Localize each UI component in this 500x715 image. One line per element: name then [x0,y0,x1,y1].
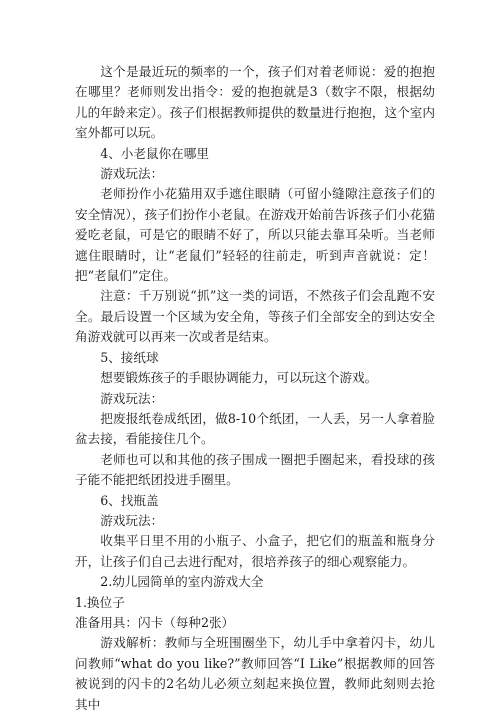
paragraph-game-5-rules: 把废报纸卷成纸团，做8-10个纸团，一人丢，另一人拿着脸盆去接，看能接住几个。 [75,410,435,447]
paragraph-game-6-rules: 收集平日里不用的小瓶子、小盒子，把它们的瓶盖和瓶身分开，让孩子们自己去进行配对，很培养孩子的细心观察能力。 [75,533,435,569]
paragraph-love-hug: 这个是最近玩的频率的一个，孩子们对着老师说：爱的抱抱在哪里？老师则发出指令：爱的抱抱就是3（数字不限，根据幼儿的年龄来定）。孩子们根据教师提供的数量进行抱抱，这个室内室外都可以玩。 [75,64,435,141]
section-heading-indoor-games: 2.幼儿园简单的室内游戏大全 [100,574,264,590]
paragraph-game-analysis: 游戏解析：教师与全班围圈坐下，幼儿手中拿着闪卡，幼儿问教师“what do you like?”教师回答“I Like”根据教师的回答被说到的闪卡的2名幼儿必须立刻起来换位置，教师此刻则去抢其中 [75,635,435,712]
document-page [75,62,435,715]
label-how-to-play: 游戏玩法： [100,390,164,406]
paragraph-materials: 准备用具：闪卡（每种2张） [75,614,235,630]
heading-game-5: 5、接纸球 [100,349,159,365]
paragraph-game-5-intro: 想要锻炼孩子的手眼协调能力，可以玩这个游戏。 [100,370,378,386]
heading-swap-seats: 1.换位子 [75,594,125,610]
heading-game-6: 6、找瓶盖 [100,492,159,508]
paragraph-game-4-rules: 老师扮作小花猫用双手遮住眼睛（可留小缝隙注意孩子们的安全情况），孩子们扮作小老鼠。在游戏开始前告诉孩子们小花猫爱吃老鼠，可是它的眼睛不好了，所以只能去靠耳朵听。当老师遮住眼睛时，让“老鼠们”轻轻的往前走，听到声音就说：定！把“老鼠们”定住。 [75,186,435,284]
label-how-to-play: 游戏玩法： [100,512,164,528]
paragraph-game-4-note: 注意：千万别说“抓”这一类的词语，不然孩子们会乱跑不安全。最后设置一个区域为安全角，等孩子们全部安全的到达安全角游戏就可以再来一次或者是结束。 [75,288,435,345]
paragraph-game-5-variant: 老师也可以和其他的孩子围成一圈把手圈起来，看投球的孩子能不能把纸团投进手圈里。 [75,451,435,488]
label-how-to-play: 游戏玩法： [100,166,164,182]
heading-game-4: 4、小老鼠你在哪里 [100,145,209,161]
